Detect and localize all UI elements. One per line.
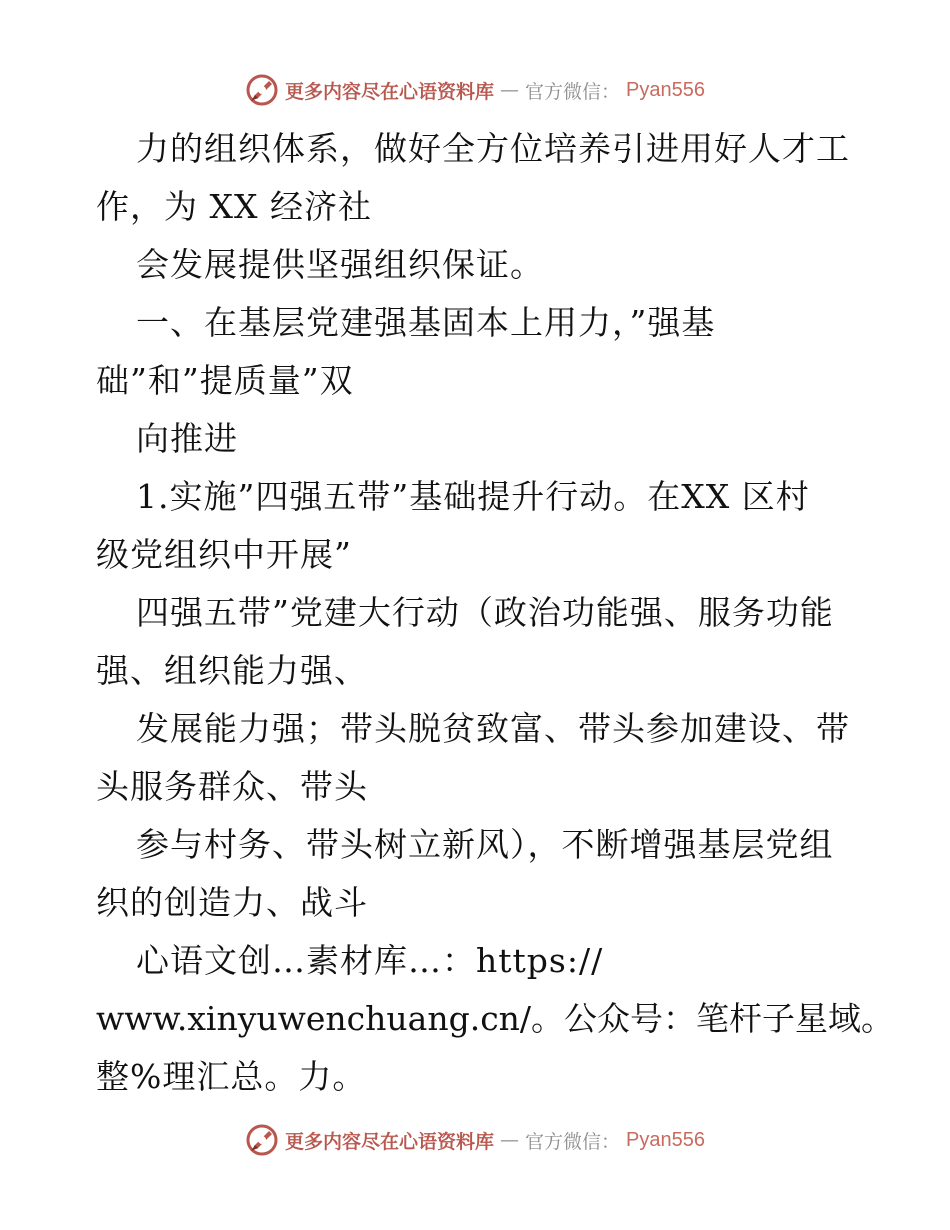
text-line: 四强五带”党建大行动（政治功能强、服务功能	[136, 593, 834, 632]
text-line: 一、在基层党建强基固本上用力，”强基	[136, 303, 716, 342]
text-line: 础”和”提质量”双	[96, 361, 354, 400]
wechat-label: 官方微信：	[525, 1130, 621, 1153]
text-line: 织的创造力、战斗	[96, 883, 368, 922]
promo-text: 更多内容尽在心语资料库	[285, 1130, 495, 1153]
promo-text: 更多内容尽在心语资料库	[285, 80, 495, 103]
text-line: 心语文创…素材库…：https://	[136, 941, 604, 980]
footer-banner	[0, 1120, 950, 1160]
text-line: 会发展提供坚强组织保证。	[136, 245, 544, 284]
logo-icon	[245, 73, 279, 107]
text-line: www.xinyuwenchuang.cn/。公众号：笔杆子星域。	[96, 999, 895, 1038]
text-line: 强、组织能力强、	[96, 651, 368, 690]
banner-separator: —	[500, 1129, 520, 1151]
text-line: 1.实施”四强五带”基础提升行动。在XX 区村	[136, 477, 810, 516]
wechat-label: 官方微信：	[525, 80, 621, 103]
text-line: 发展能力强；带头脱贫致富、带头参加建设、带	[136, 709, 850, 748]
text-line: 头服务群众、带头	[96, 767, 368, 806]
text-line: 整%理汇总。力。	[96, 1057, 367, 1096]
text-line: 作，为 XX 经济社	[96, 187, 372, 226]
logo-icon	[245, 1123, 279, 1157]
header-banner	[0, 70, 950, 110]
text-line: 参与村务、带头树立新风），不断增强基层党组	[136, 825, 834, 864]
text-line: 级党组织中开展”	[96, 535, 352, 574]
wechat-id: Pyan556	[626, 78, 705, 101]
text-line: 力的组织体系，做好全方位培养引进用好人才工	[136, 129, 850, 168]
banner-separator: —	[500, 79, 520, 101]
document-body	[96, 120, 895, 1106]
wechat-id: Pyan556	[626, 1128, 705, 1151]
text-line: 向推进	[136, 419, 238, 458]
